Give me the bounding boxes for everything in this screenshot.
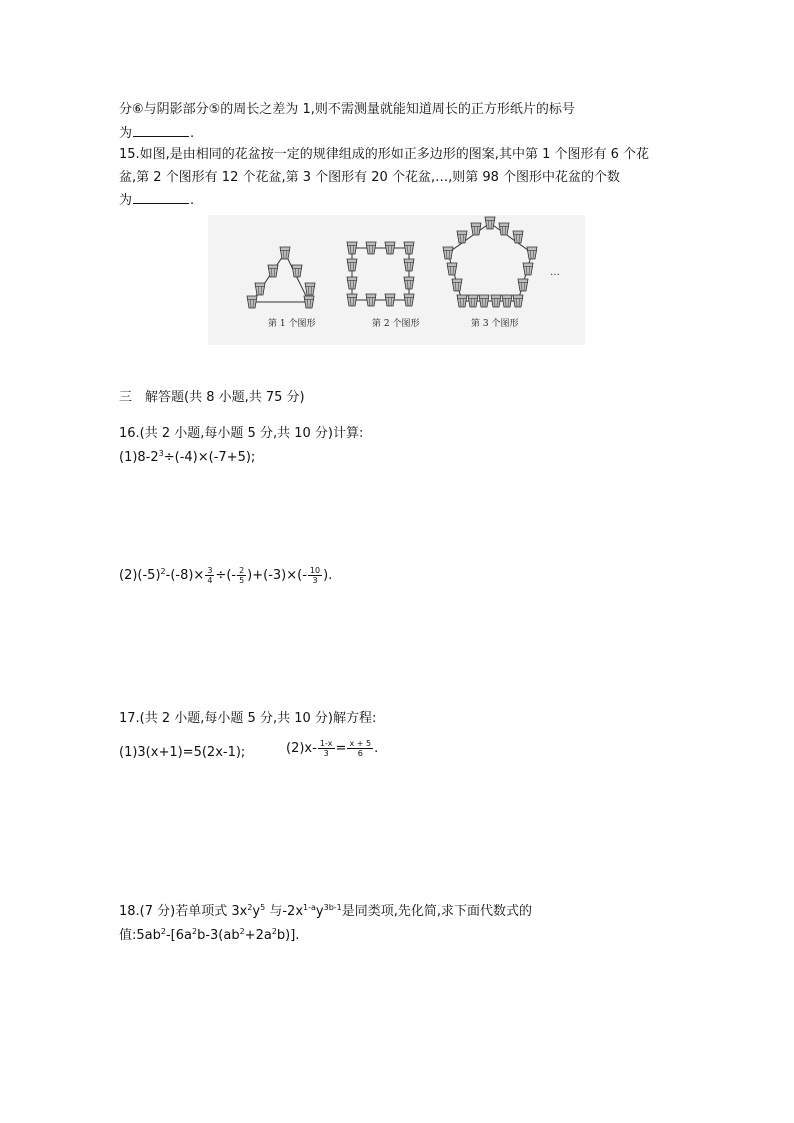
q18-line-2: [119, 927, 299, 945]
fraction-denominator: 4: [207, 576, 213, 585]
q18-text-d: y: [315, 904, 324, 919]
q16-header: 16.(共 2 小题,每小题 5 分,共 10 分)计算:: [119, 426, 364, 441]
q16-p2-fraction-1: [205, 566, 214, 585]
q18-l2-exp-2: 2: [191, 927, 198, 936]
q16-p2-text-a: (2)(-5): [119, 568, 161, 583]
answer-blank: [133, 124, 189, 137]
q18-text-c: 与-2x: [265, 904, 304, 919]
q15-text-line-1: 15.如图,是由相同的花盆按一定的规律组成的形如正多边形的图案,其中第 1 个图形有 6 个花: [119, 147, 650, 162]
q18-exp-3: 1-a: [303, 903, 316, 912]
figure-1-triangle: [247, 247, 315, 308]
q16-part-1: [119, 449, 255, 467]
figure-2-square: [347, 242, 414, 306]
fraction-numerator: 10: [309, 566, 321, 575]
fraction-denominator: 6: [357, 749, 363, 758]
q18-text-a: 18.(7 分)若单项式 3x: [119, 904, 248, 919]
fraction-numerator: 3: [207, 566, 213, 575]
q17-p2-text-a: (2)x-: [286, 741, 317, 756]
q17-p2-text-b: =: [335, 741, 347, 756]
q18-l2-text-f: b)].: [276, 928, 300, 943]
q16-p2-text-c: ÷(-: [215, 568, 237, 583]
q18-text-b: y: [252, 904, 261, 919]
fraction-numerator: 2: [239, 566, 245, 575]
q16-p1-text-a: (1)8-2: [119, 450, 159, 465]
fraction-denominator: 3: [312, 576, 318, 585]
q18-line-1: [119, 903, 532, 921]
answer-prefix: 为: [119, 126, 133, 141]
flowerpot-pattern-figure: [208, 215, 585, 345]
q16-p1-exponent: 3: [158, 449, 164, 458]
q18-exp-1: 2: [247, 903, 253, 912]
q18-l2-exp-1: 2: [160, 927, 166, 936]
fraction-numerator: x + 5: [349, 739, 372, 748]
q18-l2-exp-3: 2: [239, 927, 245, 936]
q18-l2-text-a: 值:5ab: [119, 928, 161, 943]
fraction-denominator: 3: [323, 749, 329, 758]
q18-l2-exp-4: 2: [271, 927, 277, 936]
q16-p2-text-b: -(-8)×: [165, 568, 205, 583]
q14-answer-line: [119, 124, 194, 143]
q17-part-2: [286, 739, 378, 758]
q14-continuation-line: 分⑥与阴影部分⑤的周长之差为 1,则不需测量就能知道周长的正方形纸片的标号: [119, 102, 575, 117]
q18-l2-text-c: b-3(ab: [197, 928, 240, 943]
q17-header: 17.(共 2 小题,每小题 5 分,共 10 分)解方程:: [119, 711, 377, 726]
figure-3-caption: 第 3 个图形: [471, 319, 519, 329]
q17-p2-text-c: .: [374, 741, 379, 756]
q15-text-line-2: 盆,第 2 个图形有 12 个花盆,第 3 个图形有 20 个花盆,…,则第 98 个图形中花盆的个数: [119, 170, 621, 185]
answer-blank: [133, 191, 189, 204]
answer-prefix: 为: [119, 193, 133, 208]
q18-l2-text-b: -[6a: [165, 928, 192, 943]
q17-p2-fraction-1: [318, 739, 335, 758]
q18-exp-4: 3b-1: [323, 903, 342, 912]
q16-p2-text-e: ).: [323, 568, 333, 583]
section-3-title: 三 解答题(共 8 小题,共 75 分): [119, 390, 305, 405]
q18-text-f: 是同类项,先化简,求下面代数式的: [341, 904, 533, 919]
q16-p1-text-b: ÷(-4)×(-7+5);: [163, 450, 256, 465]
fraction-denominator: 5: [239, 576, 245, 585]
q16-p2-fraction-3: [308, 566, 322, 585]
q18-l2-text-d: +2a: [244, 928, 272, 943]
figure-2-caption: 第 2 个图形: [372, 319, 420, 329]
answer-suffix: .: [190, 193, 195, 208]
q17-p2-fraction-2: [347, 739, 373, 758]
q17-part-1: (1)3(x+1)=5(2x-1);: [119, 745, 246, 760]
figure-ellipsis: …: [550, 267, 560, 278]
answer-suffix: .: [190, 126, 195, 141]
q16-p2-fraction-2: [237, 566, 246, 585]
fraction-numerator: 1-x: [319, 739, 333, 748]
q15-answer-line: [119, 191, 194, 210]
figure-1-caption: 第 1 个图形: [268, 319, 316, 329]
q16-part-2: [119, 566, 332, 585]
figure-3-pentagon: [443, 217, 537, 307]
q16-p2-exponent: 2: [160, 567, 166, 576]
q16-p2-text-d: )+(-3)×(-: [247, 568, 307, 583]
q18-exp-2: 5: [260, 903, 266, 912]
